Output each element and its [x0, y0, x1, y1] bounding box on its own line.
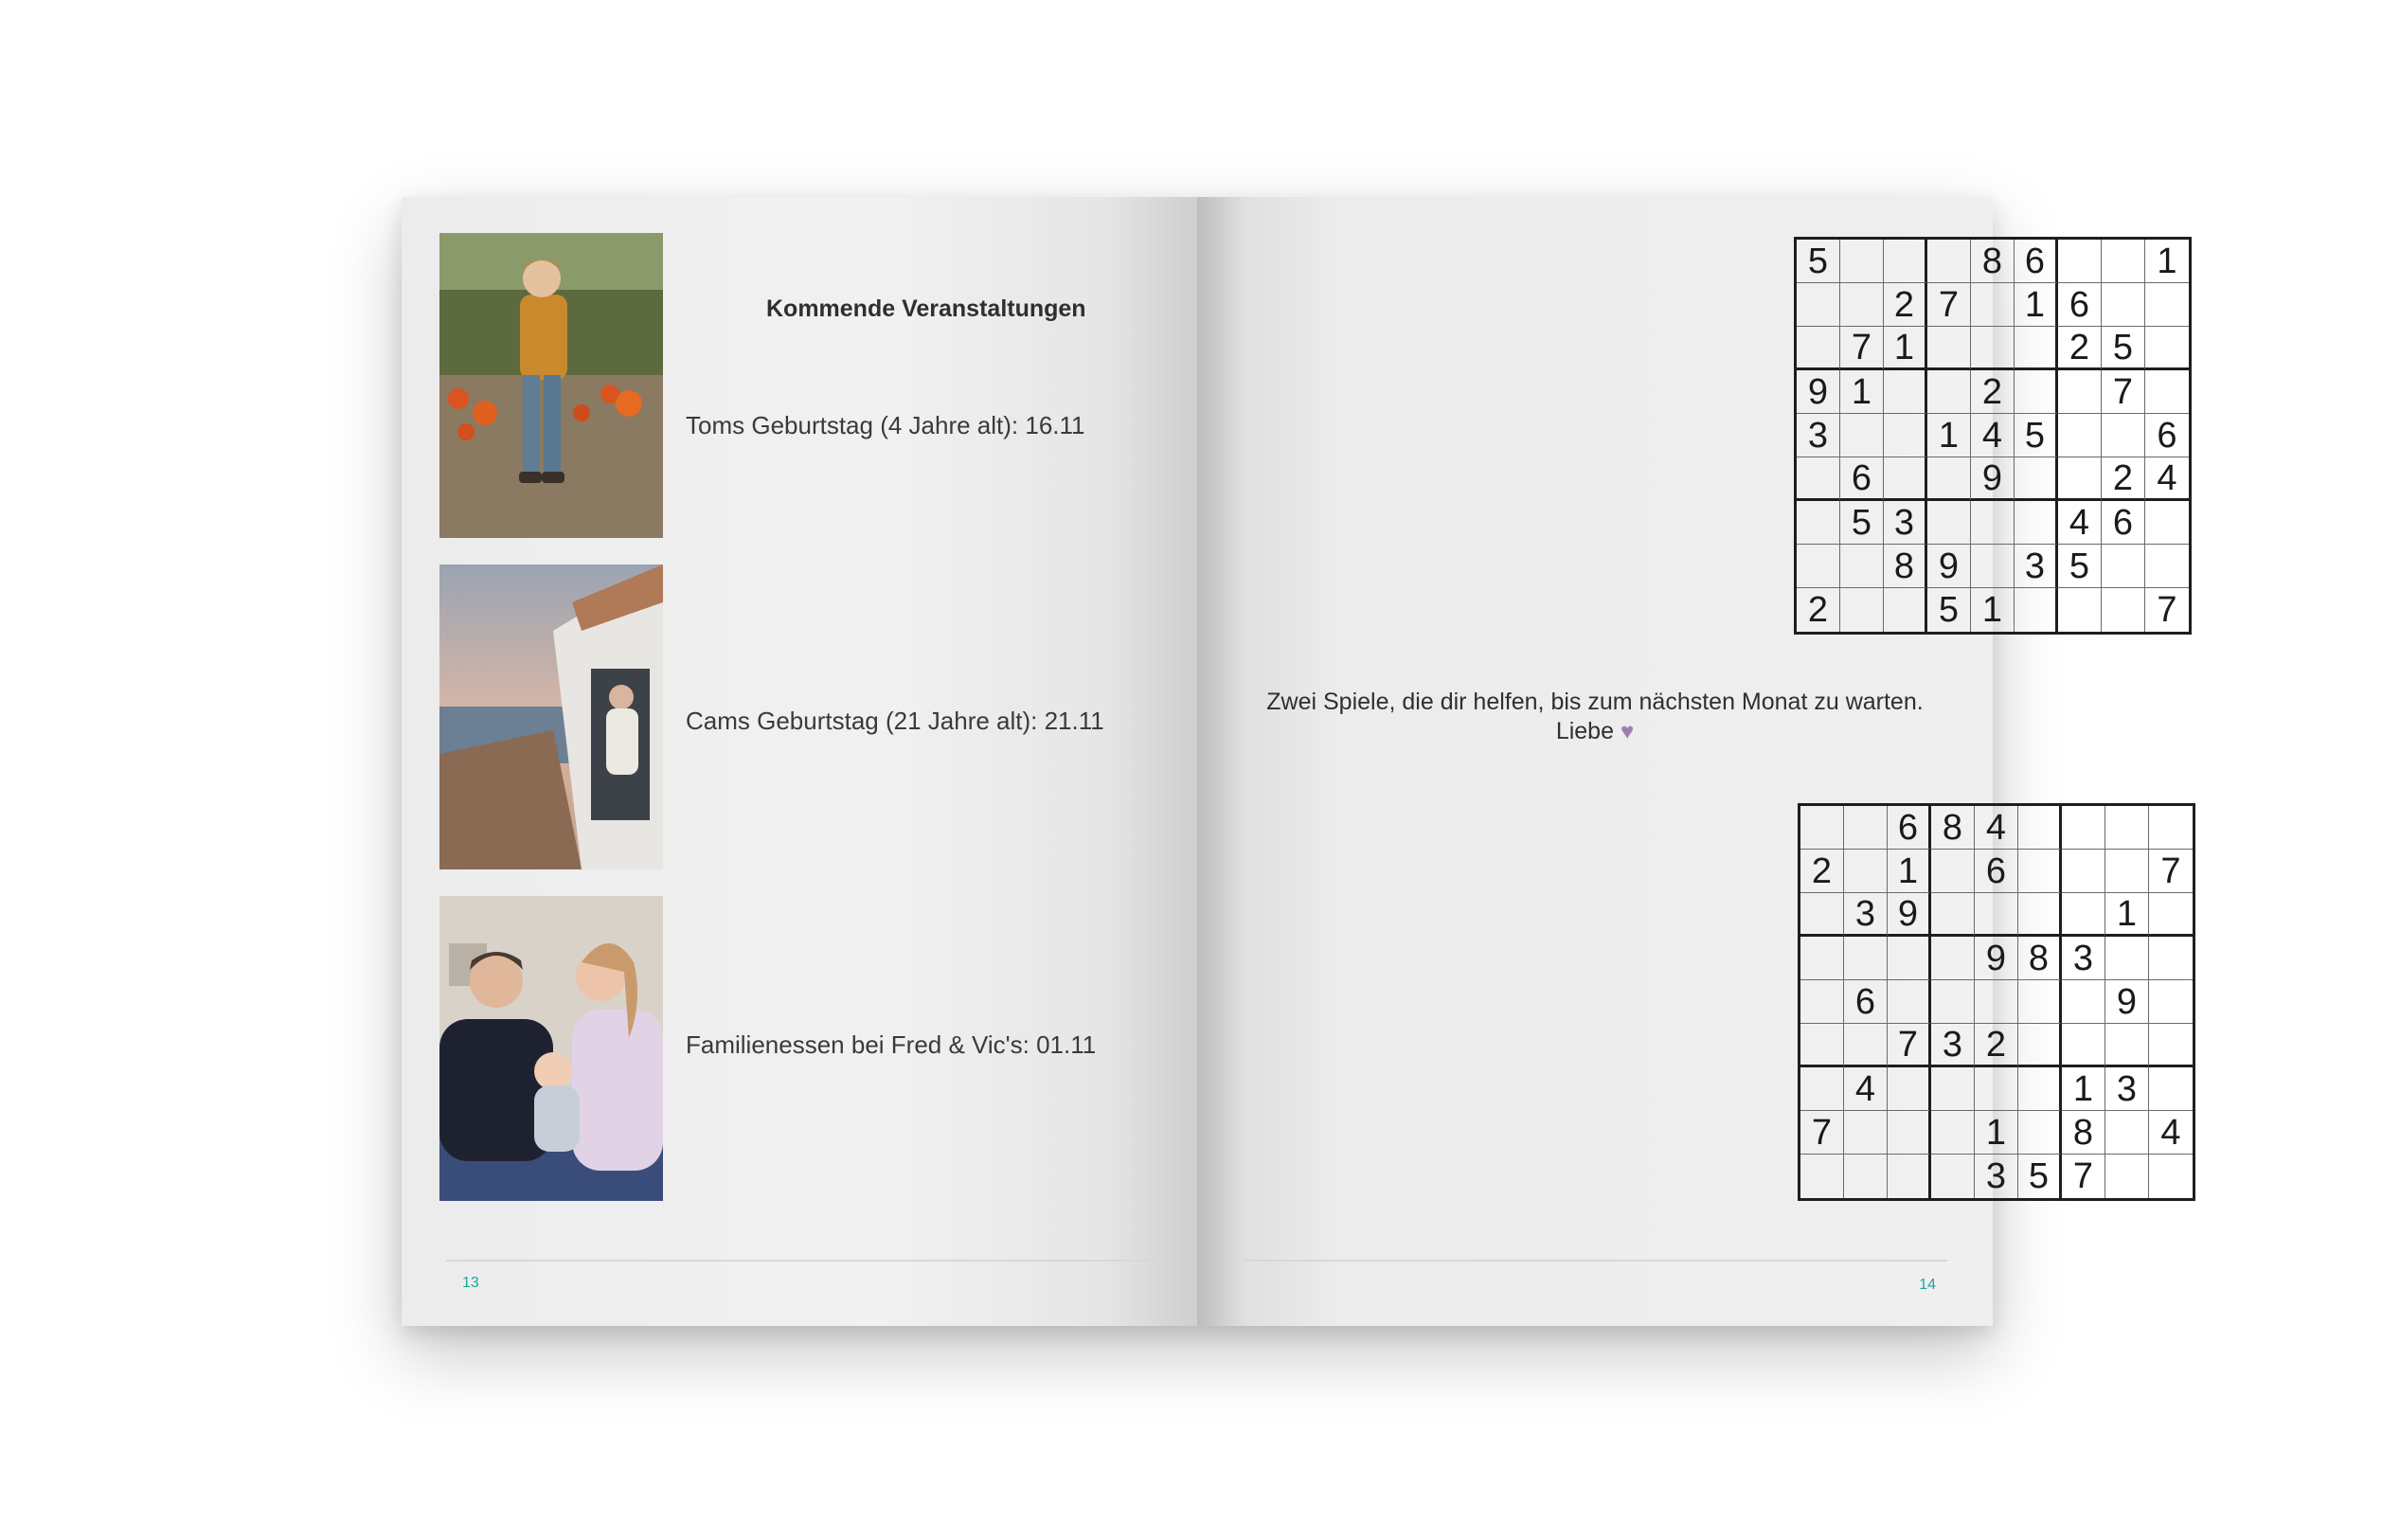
sudoku-cell — [2018, 850, 2062, 893]
event-item: Familienessen bei Fred & Vic's: 01.11 — [686, 1030, 1097, 1059]
sudoku-cell: 1 — [1884, 327, 1927, 370]
sudoku-cell: 3 — [1975, 1155, 2018, 1198]
sudoku-cell: 5 — [2102, 327, 2145, 370]
sudoku-cell — [1884, 414, 1927, 457]
photo-family-baby — [439, 896, 663, 1201]
sudoku-cell — [2018, 893, 2062, 937]
sudoku-cell: 1 — [2015, 283, 2058, 327]
sudoku-cell: 3 — [2105, 1067, 2149, 1111]
sudoku-cell — [1927, 370, 1971, 414]
sudoku-cell — [1888, 937, 1931, 980]
sudoku-cell — [1888, 980, 1931, 1024]
sudoku-cell: 5 — [1797, 240, 1840, 283]
photo-child-pumpkins — [439, 233, 663, 538]
sudoku-cell: 2 — [1975, 1024, 2018, 1067]
sudoku-cell — [1840, 588, 1884, 632]
sudoku-cell: 6 — [1844, 980, 1888, 1024]
page-heading: Kommende Veranstaltungen — [766, 295, 1086, 322]
sudoku-cell — [1800, 937, 1844, 980]
footer-divider — [1245, 1260, 1947, 1262]
sudoku-cell — [2145, 370, 2189, 414]
sudoku-cell — [1844, 806, 1888, 850]
sudoku-cell — [1800, 1155, 1844, 1198]
message-love: Liebe — [1555, 718, 1614, 744]
sudoku-cell — [2105, 850, 2149, 893]
sudoku-cell — [2018, 806, 2062, 850]
sudoku-cell — [1797, 545, 1840, 588]
sudoku-cell — [1797, 283, 1840, 327]
footer-divider — [445, 1260, 1157, 1262]
sudoku-cell — [1797, 327, 1840, 370]
sudoku-cell — [2062, 980, 2105, 1024]
sudoku-cell — [2149, 1067, 2193, 1111]
sudoku-cell — [1840, 414, 1884, 457]
sudoku-cell — [2018, 1067, 2062, 1111]
sudoku-cell — [1844, 1024, 1888, 1067]
sudoku-cell: 7 — [1840, 327, 1884, 370]
sudoku-cell: 1 — [1927, 414, 1971, 457]
sudoku-cell — [2145, 283, 2189, 327]
sudoku-cell — [2062, 893, 2105, 937]
sudoku-cell: 9 — [1971, 457, 2015, 501]
sudoku-cell — [2015, 501, 2058, 545]
sudoku-cell: 2 — [2058, 327, 2102, 370]
sudoku-cell — [1844, 850, 1888, 893]
sudoku-cell: 5 — [2018, 1155, 2062, 1198]
sudoku-cell — [2015, 588, 2058, 632]
sudoku-cell — [2102, 240, 2145, 283]
sudoku-cell — [1931, 1155, 1975, 1198]
sudoku-cell: 2 — [2102, 457, 2145, 501]
sudoku-cell: 3 — [1844, 893, 1888, 937]
sudoku-cell: 2 — [1800, 850, 1844, 893]
sudoku-cell — [2145, 545, 2189, 588]
sudoku-cell — [1840, 545, 1884, 588]
sudoku-cell: 9 — [1797, 370, 1840, 414]
sudoku-cell: 9 — [1975, 937, 2018, 980]
sudoku-cell — [1840, 283, 1884, 327]
sudoku-cell — [2145, 327, 2189, 370]
sudoku-cell: 6 — [1975, 850, 2018, 893]
sudoku-cell — [2018, 1111, 2062, 1155]
sudoku-cell — [2062, 850, 2105, 893]
sudoku-cell — [1971, 283, 2015, 327]
sudoku-cell — [1888, 1067, 1931, 1111]
sudoku-cell: 3 — [1797, 414, 1840, 457]
sudoku-cell: 8 — [2062, 1111, 2105, 1155]
sudoku-cell: 8 — [1931, 806, 1975, 850]
sudoku-cell: 7 — [1800, 1111, 1844, 1155]
sudoku-cell — [1800, 806, 1844, 850]
sudoku-grid-2 — [1798, 803, 2195, 1201]
sudoku-cell — [1797, 457, 1840, 501]
sudoku-cell — [1800, 1067, 1844, 1111]
sudoku-cell: 3 — [1884, 501, 1927, 545]
sudoku-cell — [1971, 327, 2015, 370]
sudoku-cell — [2058, 588, 2102, 632]
sudoku-cell — [2102, 588, 2145, 632]
sudoku-cell: 1 — [2105, 893, 2149, 937]
sudoku-cell — [1844, 1111, 1888, 1155]
sudoku-cell: 8 — [2018, 937, 2062, 980]
sudoku-cell: 5 — [1927, 588, 1971, 632]
sudoku-cell: 4 — [2149, 1111, 2193, 1155]
sudoku-cell — [2015, 327, 2058, 370]
sudoku-cell — [2062, 806, 2105, 850]
sudoku-cell: 6 — [2015, 240, 2058, 283]
sudoku-cell — [2058, 240, 2102, 283]
sudoku-cell — [1800, 1024, 1844, 1067]
sudoku-cell: 6 — [2058, 283, 2102, 327]
sudoku-cell: 6 — [2102, 501, 2145, 545]
sudoku-cell: 9 — [1927, 545, 1971, 588]
sudoku-cell — [1927, 501, 1971, 545]
sudoku-cell: 2 — [1797, 588, 1840, 632]
sudoku-cell — [1844, 937, 1888, 980]
sudoku-cell: 1 — [1975, 1111, 2018, 1155]
sudoku-cell: 3 — [1931, 1024, 1975, 1067]
sudoku-cell — [1975, 980, 2018, 1024]
page-number: 13 — [462, 1275, 479, 1291]
open-booklet — [402, 197, 2181, 1326]
sudoku-cell: 2 — [1971, 370, 2015, 414]
sudoku-cell: 1 — [2062, 1067, 2105, 1111]
sudoku-cell — [2058, 414, 2102, 457]
event-item: Toms Geburtstag (4 Jahre alt): 16.11 — [686, 411, 1085, 439]
sudoku-cell — [2018, 1024, 2062, 1067]
sudoku-cell: 9 — [2105, 980, 2149, 1024]
sudoku-cell — [1975, 1067, 2018, 1111]
sudoku-cell: 7 — [2149, 850, 2193, 893]
sudoku-cell — [2149, 806, 2193, 850]
sudoku-cell: 8 — [1884, 545, 1927, 588]
sudoku-cell: 5 — [2058, 545, 2102, 588]
sudoku-cell: 4 — [2145, 457, 2189, 501]
sudoku-cell — [1975, 893, 2018, 937]
message-line: Zwei Spiele, die dir helfen, bis zum nächsten Monat zu warten. — [1266, 689, 1924, 715]
sudoku-cell — [1931, 893, 1975, 937]
sudoku-cell — [1927, 457, 1971, 501]
sudoku-cell: 7 — [2102, 370, 2145, 414]
sudoku-cell: 1 — [2145, 240, 2189, 283]
sudoku-cell — [1884, 457, 1927, 501]
sudoku-cell: 6 — [1888, 806, 1931, 850]
sudoku-cell — [1931, 980, 1975, 1024]
sudoku-cell — [2105, 1155, 2149, 1198]
sudoku-cell: 8 — [1971, 240, 2015, 283]
sudoku-cell — [1931, 1111, 1975, 1155]
sudoku-cell — [1931, 850, 1975, 893]
sudoku-cell — [1797, 501, 1840, 545]
photo-woman-van-sea — [439, 564, 663, 869]
sudoku-cell: 3 — [2015, 545, 2058, 588]
right-page — [1197, 197, 2181, 1326]
sudoku-cell: 4 — [1844, 1067, 1888, 1111]
sudoku-cell: 5 — [2015, 414, 2058, 457]
sudoku-cell — [1927, 327, 1971, 370]
message-line-2 — [1235, 717, 1955, 746]
sudoku-cell — [2105, 937, 2149, 980]
sudoku-cell: 1 — [1888, 850, 1931, 893]
sudoku-cell: 6 — [1840, 457, 1884, 501]
page-number: 14 — [1919, 1277, 1936, 1293]
sudoku-cell: 6 — [2145, 414, 2189, 457]
sudoku-cell — [1884, 370, 1927, 414]
sudoku-cell — [1931, 1067, 1975, 1111]
sudoku-cell — [1800, 893, 1844, 937]
message-text — [1235, 688, 1955, 746]
sudoku-cell — [1888, 1155, 1931, 1198]
sudoku-cell — [2102, 414, 2145, 457]
sudoku-cell — [2058, 457, 2102, 501]
sudoku-cell: 7 — [2062, 1155, 2105, 1198]
sudoku-cell: 5 — [1840, 501, 1884, 545]
left-page — [402, 197, 1197, 1326]
sudoku-cell — [2105, 806, 2149, 850]
sudoku-cell — [1888, 1111, 1931, 1155]
sudoku-cell — [2058, 370, 2102, 414]
sudoku-cell — [2018, 980, 2062, 1024]
sudoku-cell: 1 — [1840, 370, 1884, 414]
sudoku-cell — [2149, 937, 2193, 980]
sudoku-cell — [1971, 501, 2015, 545]
sudoku-cell — [1884, 240, 1927, 283]
sudoku-cell: 3 — [2062, 937, 2105, 980]
sudoku-grid-1 — [1794, 237, 2192, 635]
sudoku-cell — [2149, 1155, 2193, 1198]
sudoku-cell — [1800, 980, 1844, 1024]
sudoku-cell — [2062, 1024, 2105, 1067]
heart-icon: ♥ — [1620, 719, 1635, 744]
sudoku-cell — [1844, 1155, 1888, 1198]
event-item: Cams Geburtstag (21 Jahre alt): 21.11 — [686, 707, 1104, 735]
sudoku-cell — [2149, 893, 2193, 937]
sudoku-cell — [2015, 370, 2058, 414]
sudoku-cell — [1971, 545, 2015, 588]
sudoku-cell: 4 — [2058, 501, 2102, 545]
sudoku-cell — [2105, 1024, 2149, 1067]
sudoku-cell — [1884, 588, 1927, 632]
sudoku-cell — [2102, 283, 2145, 327]
sudoku-cell — [2105, 1111, 2149, 1155]
sudoku-cell: 4 — [1975, 806, 2018, 850]
sudoku-cell: 7 — [1888, 1024, 1931, 1067]
sudoku-cell — [2102, 545, 2145, 588]
sudoku-cell: 1 — [1971, 588, 2015, 632]
sudoku-cell: 4 — [1971, 414, 2015, 457]
sudoku-cell — [2145, 501, 2189, 545]
sudoku-cell — [2149, 980, 2193, 1024]
sudoku-cell — [1931, 937, 1975, 980]
sudoku-cell: 7 — [2157, 590, 2177, 630]
sudoku-cell — [1840, 240, 1884, 283]
sudoku-cell: 2 — [1884, 283, 1927, 327]
sudoku-cell: 7 — [1927, 283, 1971, 327]
sudoku-cell: 9 — [1888, 893, 1931, 937]
sudoku-cell — [1927, 240, 1971, 283]
sudoku-cell — [2149, 1024, 2193, 1067]
sudoku-cell — [2015, 457, 2058, 501]
